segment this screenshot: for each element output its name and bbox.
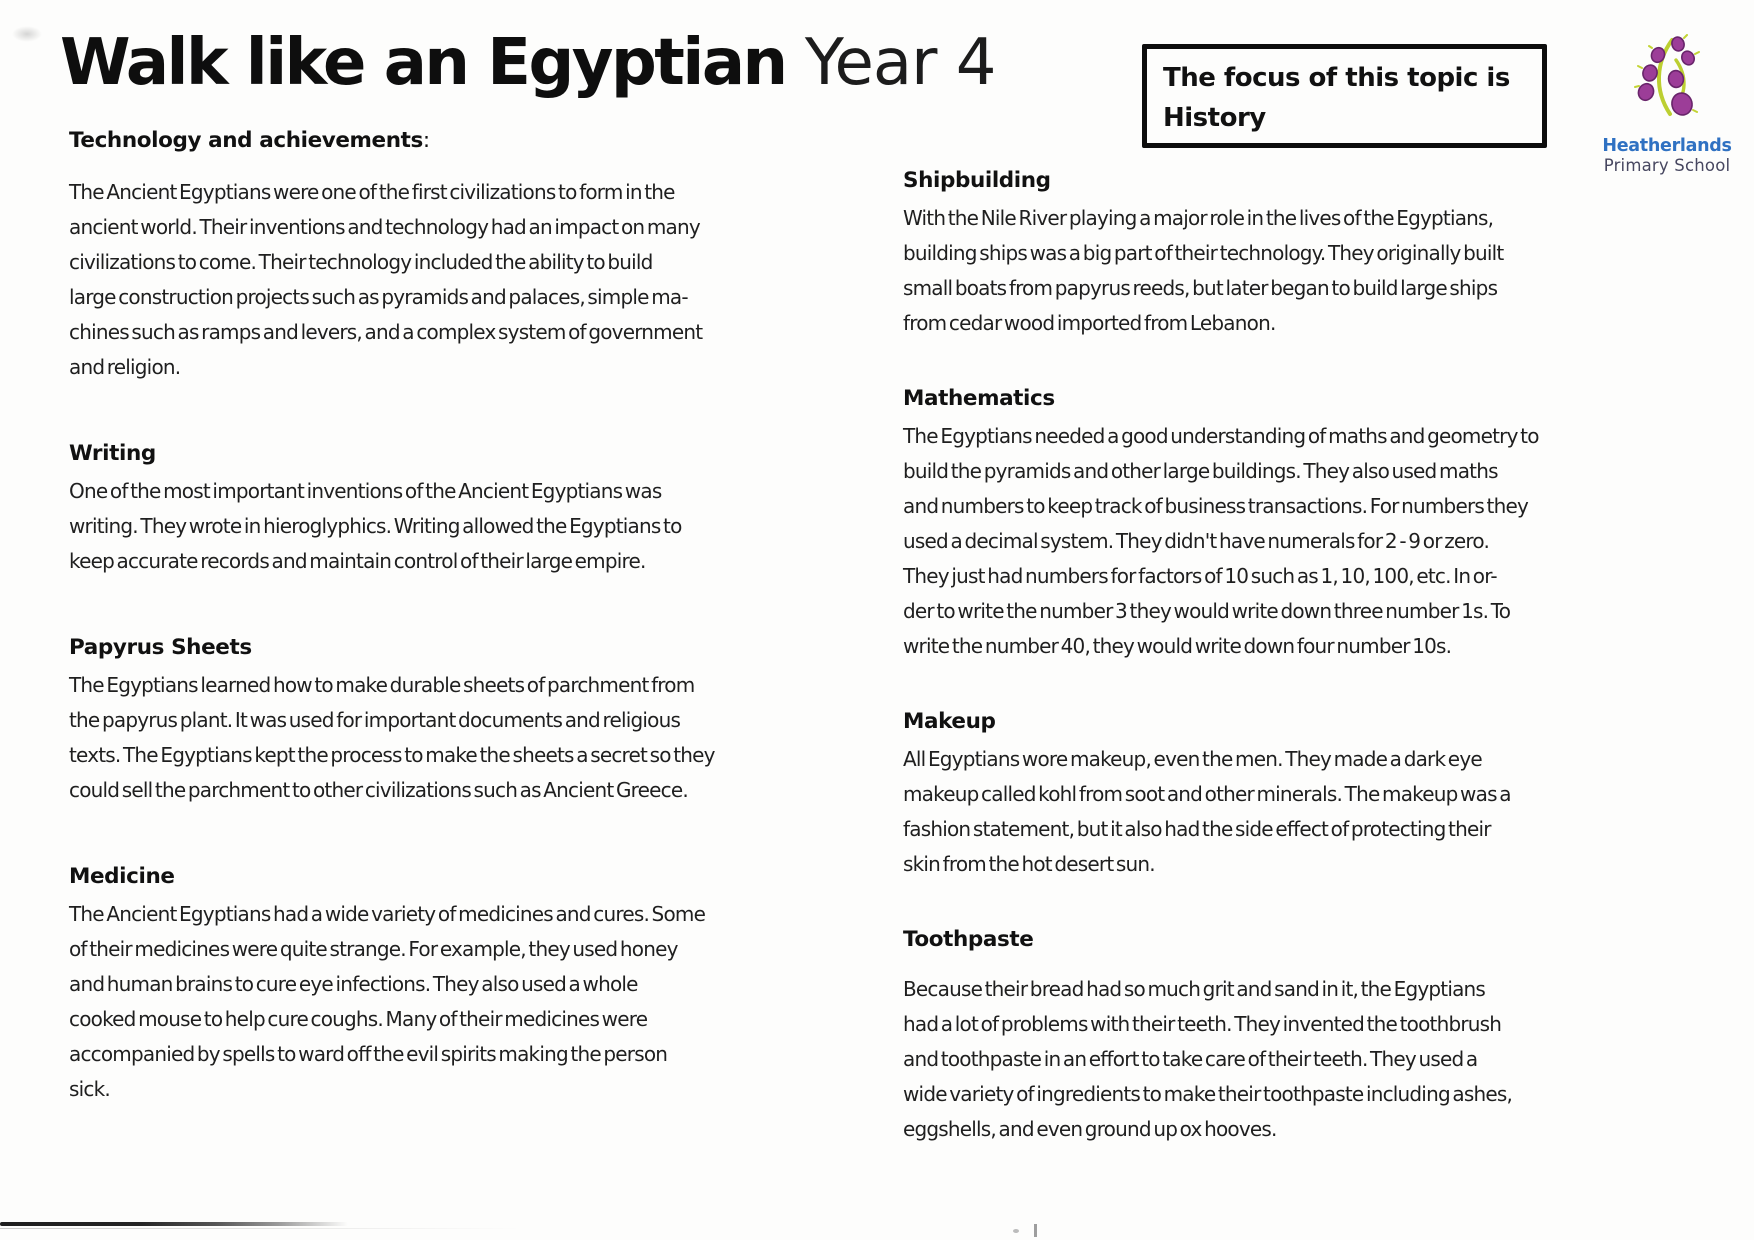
text-line: Because their bread had so much grit and sand in it, the Egyptians [903,977,1486,1001]
focus-box-line1: The focus of this topic is [1163,63,1510,93]
text-line: One of the most important inventions of the Ancient Egyptians was [69,479,662,503]
section-paragraph [903,972,1688,1147]
text-line: and numbers to keep track of business transactions. For numbers they [903,494,1529,518]
text-line: had a lot of problems with their teeth. They invented the toothbrush [903,1012,1502,1036]
text-line: The Egyptians learned how to make durable sheets of parchment from [69,673,695,697]
text-line: build the pyramids and other large buildings. They also used maths [903,459,1498,483]
topic-section [69,127,769,385]
scan-smudge-artifact [12,26,42,42]
section-heading: Papyrus Sheets [69,635,252,660]
page-title-main: Walk like an Egyptian [60,26,786,100]
page-title [60,26,995,100]
text-line: They just had numbers for factors of 10 such as 1, 10, 100, etc. In or- [903,564,1497,588]
text-line: building ships was a big part of their technology. They originally built [903,241,1504,265]
left-column [69,127,769,1162]
topic-section [903,167,1688,341]
text-line: sick. [69,1077,110,1101]
text-line: write the number 40, they would write down four number 10s. [903,634,1452,658]
text-line: the papyrus plant. It was used for important documents and religious [69,708,681,732]
topic-section [69,863,769,1107]
text-line: writing. They wrote in hieroglyphics. Writing allowed the Egyptians to [69,514,682,538]
text-line: civilizations to come. Their technology included the ability to build [69,250,653,274]
school-logo-flowers-icon [1583,34,1751,134]
text-line: makeup called kohl from soot and other minerals. The makeup was a [903,782,1511,806]
text-line: wide variety of ingredients to make their toothpaste including ashes, [903,1082,1513,1106]
text-line: and religion. [69,355,181,379]
topic-section [69,634,769,808]
section-paragraph [69,474,769,579]
text-line: ancient world. Their inventions and technology had an impact on many [69,215,700,239]
text-line: and toothpaste in an effort to take care of their teeth. They used a [903,1047,1478,1071]
section-heading: Mathematics [903,386,1055,411]
section-paragraph [903,419,1688,664]
text-line: With the Nile River playing a major role in the lives of the Egyptians, [903,206,1494,230]
section-paragraph [903,742,1688,882]
text-line: The Ancient Egyptians had a wide variety of medicines and cures. Some [69,902,706,926]
text-line: used a decimal system. They didn't have numerals for 2 - 9 or zero. [903,529,1490,553]
topic-section [903,708,1688,882]
school-type-label: Primary School [1603,156,1731,175]
section-paragraph [903,201,1688,341]
section-heading: Shipbuilding [903,168,1051,193]
section-heading: Technology and achievements: [69,128,430,153]
school-logo [1583,34,1751,175]
topic-section [903,926,1688,1147]
text-line: texts. The Egyptians kept the process to make the sheets a secret so they [69,743,715,767]
section-heading: Toothpaste [903,927,1034,952]
text-line: skin from the hot desert sun. [903,852,1155,876]
scan-line-artifact [0,1222,348,1226]
scan-dot-artifact [1013,1229,1019,1233]
text-line: chines such as ramps and levers, and a complex system of government [69,320,703,344]
text-line: could sell the parchment to other civilizations such as Ancient Greece. [69,778,688,802]
focus-box-line2: History [1163,103,1266,133]
text-line: from cedar wood imported from Lebanon. [903,311,1276,335]
text-line: The Egyptians needed a good understanding of maths and geometry to [903,424,1539,448]
section-heading: Writing [69,441,156,466]
text-line: fashion statement, but it also had the side effect of protecting their [903,817,1491,841]
text-line: All Egyptians wore makeup, even the men. They made a dark eye [903,747,1482,771]
text-line: der to write the number 3 they would write down three number 1s. To [903,599,1511,623]
text-line: large construction projects such as pyramids and palaces, simple ma- [69,285,688,309]
school-name-label: Heatherlands [1602,136,1732,156]
right-column [903,167,1688,1191]
text-line: keep accurate records and maintain control of their large empire. [69,549,646,573]
topic-section [69,440,769,579]
section-heading: Makeup [903,709,996,734]
page-title-year: Year 4 [785,26,996,100]
section-paragraph [69,897,769,1107]
text-line: eggshells, and even ground up ox hooves. [903,1117,1277,1141]
heading-colon: : [422,128,430,153]
text-line: and human brains to cure eye infections. They also used a whole [69,972,638,996]
section-heading: Medicine [69,864,175,889]
text-line: small boats from papyrus reeds, but later began to build large ships [903,276,1498,300]
scan-line-faint-artifact [0,1228,520,1229]
scan-tick-artifact [1034,1224,1037,1237]
text-line: of their medicines were quite strange. For example, they used honey [69,937,678,961]
topic-section [903,385,1688,664]
text-line: accompanied by spells to ward off the evil spirits making the person [69,1042,668,1066]
topic-focus-box [1142,44,1547,148]
text-line: The Ancient Egyptians were one of the first civilizations to form in the [69,180,675,204]
section-paragraph [69,668,769,808]
text-line: cooked mouse to help cure coughs. Many of their medicines were [69,1007,648,1031]
section-paragraph [69,175,769,385]
